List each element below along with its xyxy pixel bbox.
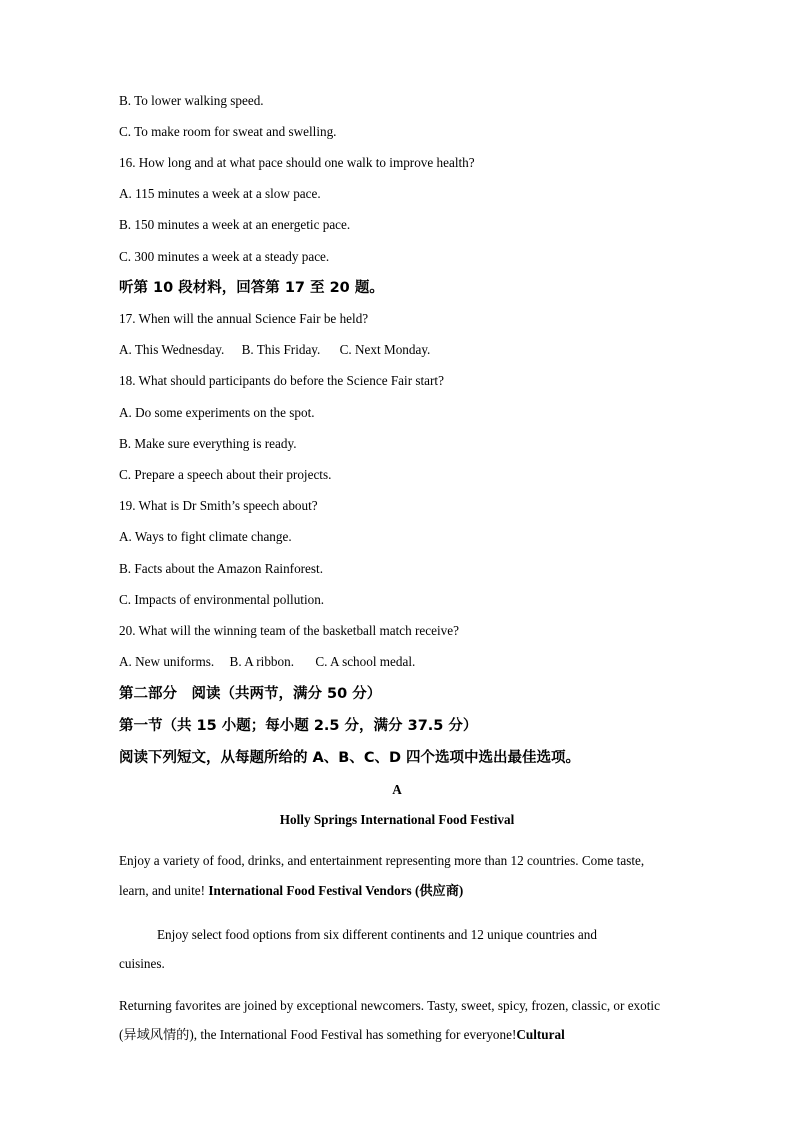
q18-question: 18. What should participants do before the Science Fair start?: [119, 373, 444, 388]
q16-option-c: C. 300 minutes a week at a steady pace.: [119, 249, 330, 264]
passage-intro-text: Enjoy a variety of food, drinks, and entertainment representing more than 12 countries. Come taste, learn, and unite!: [119, 853, 645, 898]
q18-option-c: C. Prepare a speech about their projects.: [119, 467, 332, 482]
section10-heading: 听第 10 段材料，回答第 17 至 20 题。: [119, 280, 384, 296]
passage-title: Holly Springs International Food Festival: [279, 812, 515, 827]
passage-letter: A: [392, 782, 402, 797]
q17-option-a: A. This Wednesday.: [119, 342, 225, 357]
q17-question: 17. When will the annual Science Fair be held?: [119, 311, 369, 326]
q20-option-b: B. A ribbon.: [229, 654, 295, 669]
q16-option-a: A. 115 minutes a week at a slow pace.: [119, 186, 321, 201]
q20-options: [119, 654, 415, 670]
q20-option-a: A. New uniforms.: [119, 654, 215, 669]
section1-heading: 第一节（共 15 小题；每小题 2.5 分，满分 37.5 分）: [119, 718, 478, 734]
passage-paragraph-1: Enjoy select food options from six different continents and 12 unique countries and cuisines.: [119, 927, 597, 971]
passage-intro: [119, 846, 664, 906]
part2-heading: 第二部分 阅读（共两节，满分 50 分）: [119, 686, 382, 702]
q18-option-a: A. Do some experiments on the spot.: [119, 405, 315, 420]
reading-instructions: 阅读下列短文，从每题所给的 A、B、C、D 四个选项中选出最佳选项。: [119, 750, 581, 766]
q17-option-c: C. Next Monday.: [339, 342, 431, 357]
q16-question: 16. How long and at what pace should one walk to improve health?: [119, 155, 475, 170]
q20-option-c: C. A school medal.: [315, 654, 416, 669]
vendors-heading: International Food Festival Vendors (供应商): [208, 883, 464, 898]
cultural-heading: Cultural: [516, 1027, 565, 1042]
q17-options: [119, 342, 430, 358]
q20-question: 20. What will the winning team of the basketball match receive?: [119, 623, 459, 638]
passage-paragraph-2-text: Returning favorites are joined by exceptional newcomers. Tasty, sweet, spicy, frozen, classic, or exotic (异域风情的), the International Food Festival has something for everyone!: [119, 998, 660, 1042]
q19-option-c: C. Impacts of environmental pollution.: [119, 592, 325, 607]
q17-option-b: B. This Friday.: [241, 342, 321, 357]
q15-option-c: C. To make room for sweat and swelling.: [119, 124, 337, 139]
passage-paragraph-2: [119, 991, 664, 1049]
q19-question: 19. What is Dr Smith’s speech about?: [119, 498, 318, 513]
q19-option-a: A. Ways to fight climate change.: [119, 529, 292, 544]
q18-option-b: B. Make sure everything is ready.: [119, 436, 297, 451]
q15-option-b: B. To lower walking speed.: [119, 93, 264, 108]
q16-option-b: B. 150 minutes a week at an energetic pace.: [119, 217, 351, 232]
q19-option-b: B. Facts about the Amazon Rainforest.: [119, 561, 323, 576]
